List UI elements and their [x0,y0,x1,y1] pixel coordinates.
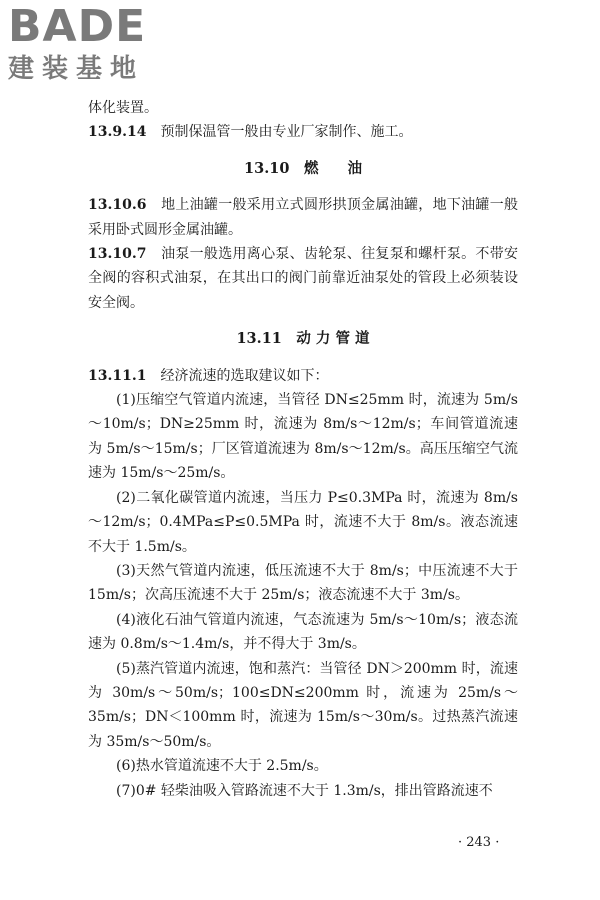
item-5-steam: (5)蒸汽管道内流速，饱和蒸汽：当管径 DN＞200mm 时，流速为 30m/s～50m/s；100≤DN≤200mm 时，流速为 25m/s～35m/s；DN＜100mm 时，流速为 15m/s～30m/s。过热蒸汽流速为 35m/s～50m/s。 [88,660,518,750]
clause-13-10-6 [88,193,518,242]
item-7-diesel: (7)0# 轻柴油吸入管路流速不大于 1.3m/s，排出管路流速不 [116,782,493,799]
logo [8,1,208,84]
logo-subtitle: 建装基地 [8,54,145,84]
item-6-hot-water: (6)热水管道流速不大于 2.5m/s。 [116,758,328,775]
clause-text: 地上油罐一般采用立式圆形拱顶金属油罐，地下油罐一般采用卧式圆形金属油罐。 [88,197,519,238]
clause-13-9-14 [88,120,518,144]
clause-13-11-1 [88,364,518,388]
item-2-co2: (2)二氧化碳管道内流速，当压力 P≤0.3MPa 时，流速为 8m/s～12m/s；0.4MPa≤P≤0.5MPa 时，流速不大于 8m/s。液态流速不大于 1.5m/s。 [88,489,518,555]
item-3-natural-gas: (3)天然气管道内流速，低压流速不大于 8m/s；中压流速不大于 15m/s；次高压流速不大于 25m/s；液态流速不大于 3m/s。 [88,562,518,604]
clause-text: 经济流速的选取建议如下： [160,367,329,384]
clause-number: 13.11.1 [88,367,147,384]
clause-number: 13.10.6 [88,197,147,214]
section-heading-13-10: 13.10 燃 油 [244,159,362,177]
clause-number: 13.9.14 [88,124,147,141]
clause-text: 油泵一般选用离心泵、齿轮泵、往复泵和螺杆泵。不带安全阀的容积式油泵，在其出口的阀门前靠近油泵处的管段上必须装设安全阀。 [88,246,519,311]
item-1-compressed-air: (1)压缩空气管道内流速，当管径 DN≤25mm 时，流速为 5m/s～10m/s；DN≥25mm 时，流速为 8m/s～12m/s；车间管道流速为 5m/s～15m/s；厂区管道流速为 8m/s～12m/s。高压压缩空气流速为 15m/s～25m/s。 [88,392,518,482]
section-heading-13-11: 13.11 动 力 管 道 [236,330,370,348]
page-body [88,96,518,803]
item-4-lpg: (4)液化石油气管道内流速，气态流速为 5m/s～10m/s；液态流速为 0.8m/s～1.4m/s，并不得大于 3m/s。 [88,611,518,653]
clause-13-10-7 [88,242,518,315]
paragraph-continuation: 体化装置。 [88,100,158,116]
page-number: · 243 · [458,835,500,850]
logo-wordmark: BADE [8,1,147,52]
clause-text: 预制保温管一般由专业厂家制作、施工。 [160,124,413,141]
clause-number: 13.10.7 [88,246,147,263]
